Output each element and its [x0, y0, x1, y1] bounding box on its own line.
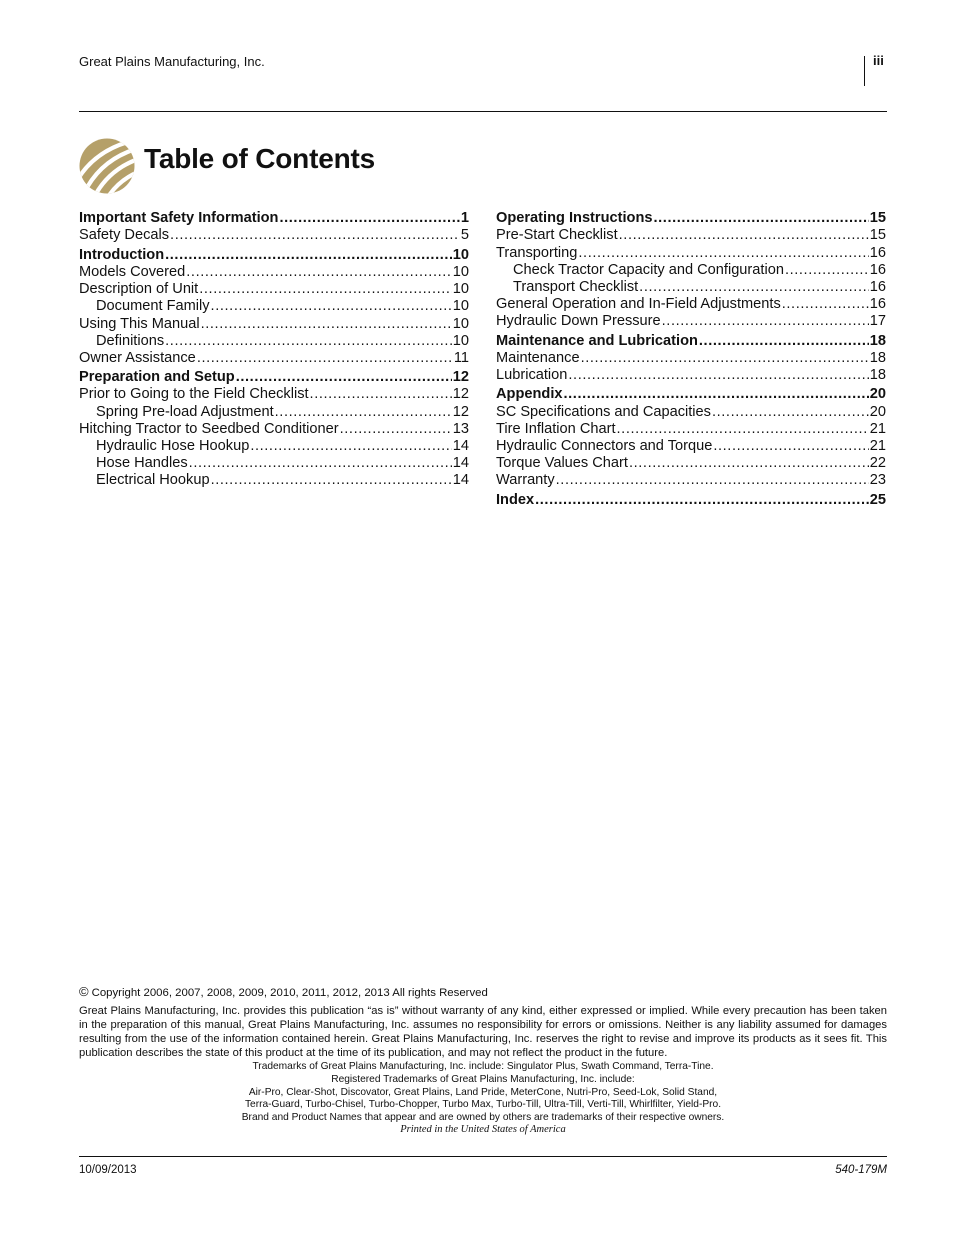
toc-dot-leader — [699, 332, 869, 350]
toc-dot-leader — [165, 333, 452, 350]
toc-dot-leader — [785, 262, 869, 279]
top-rule — [79, 111, 887, 112]
toc-dot-leader — [535, 491, 869, 509]
copyright-text: Copyright 2006, 2007, 2008, 2009, 2010, 2011, 2012, 2013 All rights Reserved — [91, 987, 488, 999]
great-plains-logo-icon — [79, 138, 135, 194]
toc-entry-page: 15 — [869, 227, 886, 244]
toc-dot-leader — [556, 472, 869, 489]
registered-trademarks-line-1: Air-Pro, Clear-Shot, Discovator, Great Plains, Land Pride, MeterCone, Nutri-Pro, Seed-Lok, Solid Stand, — [248, 1087, 718, 1098]
toc-entry[interactable] — [79, 209, 469, 227]
toc-entry-page: 14 — [452, 472, 469, 489]
bottom-rule — [79, 1156, 887, 1157]
toc-entry[interactable] — [496, 421, 886, 438]
toc-entry-title: Appendix — [496, 386, 563, 403]
toc-entry-page: 1 — [460, 210, 469, 226]
toc-entry-page: 14 — [452, 438, 469, 455]
toc-entry-title: Check Tractor Capacity and Configuration — [513, 261, 784, 278]
toc-dot-leader — [563, 385, 868, 403]
toc-entry[interactable] — [79, 264, 469, 281]
toc-dot-leader — [654, 209, 869, 227]
toc-entry-title: Prior to Going to the Field Checklist — [79, 386, 309, 403]
toc-entry[interactable] — [496, 209, 886, 227]
toc-entry-page: 18 — [869, 349, 886, 366]
toc-entry-page: 14 — [452, 455, 469, 472]
toc-entry-page: 10 — [452, 332, 469, 349]
toc-entry[interactable] — [496, 262, 886, 279]
toc-dot-leader — [236, 368, 452, 386]
toc-entry-page: 11 — [453, 349, 469, 366]
toc-entry-title: Owner Assistance — [79, 349, 196, 366]
toc-dot-leader — [578, 245, 868, 262]
toc-dot-leader — [619, 227, 869, 244]
toc-entry[interactable] — [496, 296, 886, 313]
toc-entry[interactable] — [496, 279, 886, 296]
toc-entry-title: Definitions — [96, 332, 165, 349]
toc-entry-title: Safety Decals — [79, 227, 170, 244]
toc-entry[interactable] — [496, 385, 886, 403]
toc-dot-leader — [211, 298, 452, 315]
registered-trademarks-heading: Registered Trademarks of Great Plains Manufacturing, Inc. include: — [331, 1074, 635, 1085]
toc-entry-title: Operating Instructions — [496, 210, 653, 226]
toc-entry[interactable] — [496, 491, 886, 509]
toc-entry-page: 25 — [869, 491, 886, 508]
toc-entry-title: SC Specifications and Capacities — [496, 403, 711, 420]
toc-entry[interactable] — [79, 333, 469, 350]
toc-dot-leader — [250, 438, 451, 455]
toc-dot-leader — [201, 316, 452, 333]
toc-entry-title: Important Safety Information — [79, 210, 279, 226]
toc-entry-page: 10 — [452, 246, 469, 263]
disclaimer-text: Great Plains Manufacturing, Inc. provides this publication “as is” without warranty of any kind, either expressed or implied. While every precaution has been taken in the preparation of this manual, Great Plains Manufacturing, Inc. assumes no responsibility for errors or omissions. Neither is any liability assumed for damages resulting from the use of the information contained herein. Great Plains Manufacturing, Inc. reserves the right to revise and improve its products as it sees fit. This publication describes the state of this product at the time of its publication, and may not reflect the product in the future. — [79, 1005, 887, 1059]
toc-entry-page: 18 — [869, 332, 886, 349]
toc-entry-page: 17 — [869, 313, 886, 330]
toc-entry[interactable] — [79, 404, 469, 421]
toc-entry[interactable] — [79, 472, 469, 489]
toc-entry-title: Transport Checklist — [513, 278, 639, 295]
toc-entry[interactable] — [79, 421, 469, 438]
toc-dot-leader — [211, 472, 452, 489]
toc-entry-page: 12 — [452, 386, 469, 403]
toc-entry-page: 20 — [869, 386, 886, 403]
toc-dot-leader — [662, 313, 869, 330]
toc-entry-title: Index — [496, 491, 535, 508]
toc-entry-page: 21 — [869, 438, 886, 455]
toc-entry-title: Tire Inflation Chart — [496, 420, 616, 437]
toc-entry[interactable] — [79, 246, 469, 264]
toc-entry-page: 10 — [452, 263, 469, 280]
toc-column-left — [79, 209, 469, 490]
company-name: Great Plains Manufacturing, Inc. — [79, 54, 265, 69]
toc-entry-title: Lubrication — [496, 367, 568, 384]
toc-entry[interactable] — [79, 298, 469, 315]
toc-entry-page: 13 — [452, 420, 469, 437]
toc-entry-title: Using This Manual — [79, 315, 200, 332]
toc-dot-leader — [629, 455, 869, 472]
toc-entry[interactable] — [79, 438, 469, 455]
toc-entry[interactable] — [496, 227, 886, 244]
header-divider — [864, 56, 865, 86]
toc-dot-leader — [639, 279, 869, 296]
toc-dot-leader — [170, 227, 460, 244]
toc-entry[interactable] — [496, 472, 886, 489]
toc-dot-leader — [568, 367, 868, 384]
toc-entry-title: Maintenance and Lubrication — [496, 332, 698, 349]
toc-entry-title: Warranty — [496, 472, 555, 489]
toc-entry-title: Models Covered — [79, 263, 186, 280]
toc-entry-title: Preparation and Setup — [79, 369, 235, 386]
toc-entry[interactable] — [496, 313, 886, 330]
copyright-symbol: © — [79, 984, 89, 999]
toc-column-right — [496, 209, 886, 509]
toc-entry-page: 18 — [869, 367, 886, 384]
page-number: iii — [873, 53, 884, 68]
toc-dot-leader — [165, 246, 452, 264]
toc-entry-title: Introduction — [79, 246, 165, 263]
toc-dot-leader — [782, 296, 869, 313]
toc-entry-page: 16 — [869, 261, 886, 278]
toc-entry-page: 20 — [869, 403, 886, 420]
toc-entry-page: 12 — [452, 369, 469, 386]
toc-dot-leader — [310, 386, 452, 403]
toc-entry[interactable] — [496, 404, 886, 421]
toc-entry-page: 23 — [869, 472, 886, 489]
document-number: 540-179M — [835, 1164, 887, 1176]
printed-in-line: Printed in the United States of America — [400, 1124, 566, 1135]
trademarks-line: Trademarks of Great Plains Manufacturing, Inc. include: Singulator Plus, Swath Command, Terra-Tine. — [252, 1061, 714, 1072]
toc-dot-leader — [712, 404, 869, 421]
toc-entry-page: 16 — [869, 296, 886, 313]
copyright-line — [79, 984, 488, 999]
toc-dot-leader — [340, 421, 452, 438]
toc-entry-title: Electrical Hookup — [96, 472, 210, 489]
toc-entry-page: 10 — [452, 298, 469, 315]
toc-entry-title: Maintenance — [496, 349, 580, 366]
toc-entry-title: Pre-Start Checklist — [496, 227, 618, 244]
toc-entry-page: 5 — [460, 227, 469, 244]
toc-dot-leader — [275, 404, 452, 421]
registered-trademarks-line-2: Terra-Guard, Turbo-Chisel, Turbo-Chopper, Turbo Max, Turbo-Till, Ultra-Till, Verti-Till, Whirlfilter, Yield-Pro. — [244, 1099, 722, 1110]
toc-entry-title: Transporting — [496, 244, 578, 261]
toc-entry-title: Spring Pre-load Adjustment — [96, 403, 274, 420]
toc-entry[interactable] — [79, 281, 469, 298]
toc-entry[interactable] — [496, 367, 886, 384]
toc-entry-title: Torque Values Chart — [496, 455, 628, 472]
toc-dot-leader — [713, 438, 868, 455]
toc-entry-title: Hydraulic Connectors and Torque — [496, 438, 713, 455]
toc-entry-page: 10 — [452, 281, 469, 298]
publication-date: 10/09/2013 — [79, 1164, 137, 1176]
toc-entry-title: Hydraulic Down Pressure — [496, 313, 661, 330]
toc-entry[interactable] — [496, 332, 886, 350]
page-title: Table of Contents — [144, 143, 375, 174]
toc-dot-leader — [186, 264, 452, 281]
toc-entry[interactable] — [79, 316, 469, 333]
toc-entry[interactable] — [496, 455, 886, 472]
toc-entry[interactable] — [79, 455, 469, 472]
toc-entry-page: 21 — [869, 420, 886, 437]
toc-entry-title: Document Family — [96, 298, 210, 315]
toc-dot-leader — [581, 350, 869, 367]
toc-entry-title: Hitching Tractor to Seedbed Conditioner — [79, 420, 339, 437]
toc-entry-page: 15 — [869, 210, 886, 226]
toc-entry-title: Description of Unit — [79, 281, 199, 298]
toc-entry[interactable] — [79, 386, 469, 403]
toc-entry[interactable] — [79, 368, 469, 386]
toc-dot-leader — [617, 421, 869, 438]
toc-entry-page: 16 — [869, 278, 886, 295]
toc-dot-leader — [197, 350, 453, 367]
toc-entry[interactable] — [496, 245, 886, 262]
toc-entry-page: 16 — [869, 244, 886, 261]
toc-dot-leader — [199, 281, 452, 298]
toc-dot-leader — [279, 209, 459, 227]
toc-entry[interactable] — [496, 350, 886, 367]
toc-entry-page: 12 — [452, 403, 469, 420]
toc-entry[interactable] — [79, 227, 469, 244]
toc-entry-title: General Operation and In-Field Adjustments — [496, 296, 781, 313]
toc-dot-leader — [189, 455, 452, 472]
toc-entry-page: 22 — [869, 455, 886, 472]
other-trademarks-line: Brand and Product Names that appear and are owned by others are trademarks of their respective owners. — [241, 1112, 725, 1123]
toc-entry-page: 10 — [452, 315, 469, 332]
toc-entry[interactable] — [79, 350, 469, 367]
toc-entry-title: Hydraulic Hose Hookup — [96, 438, 250, 455]
toc-entry[interactable] — [496, 438, 886, 455]
toc-entry-title: Hose Handles — [96, 455, 188, 472]
